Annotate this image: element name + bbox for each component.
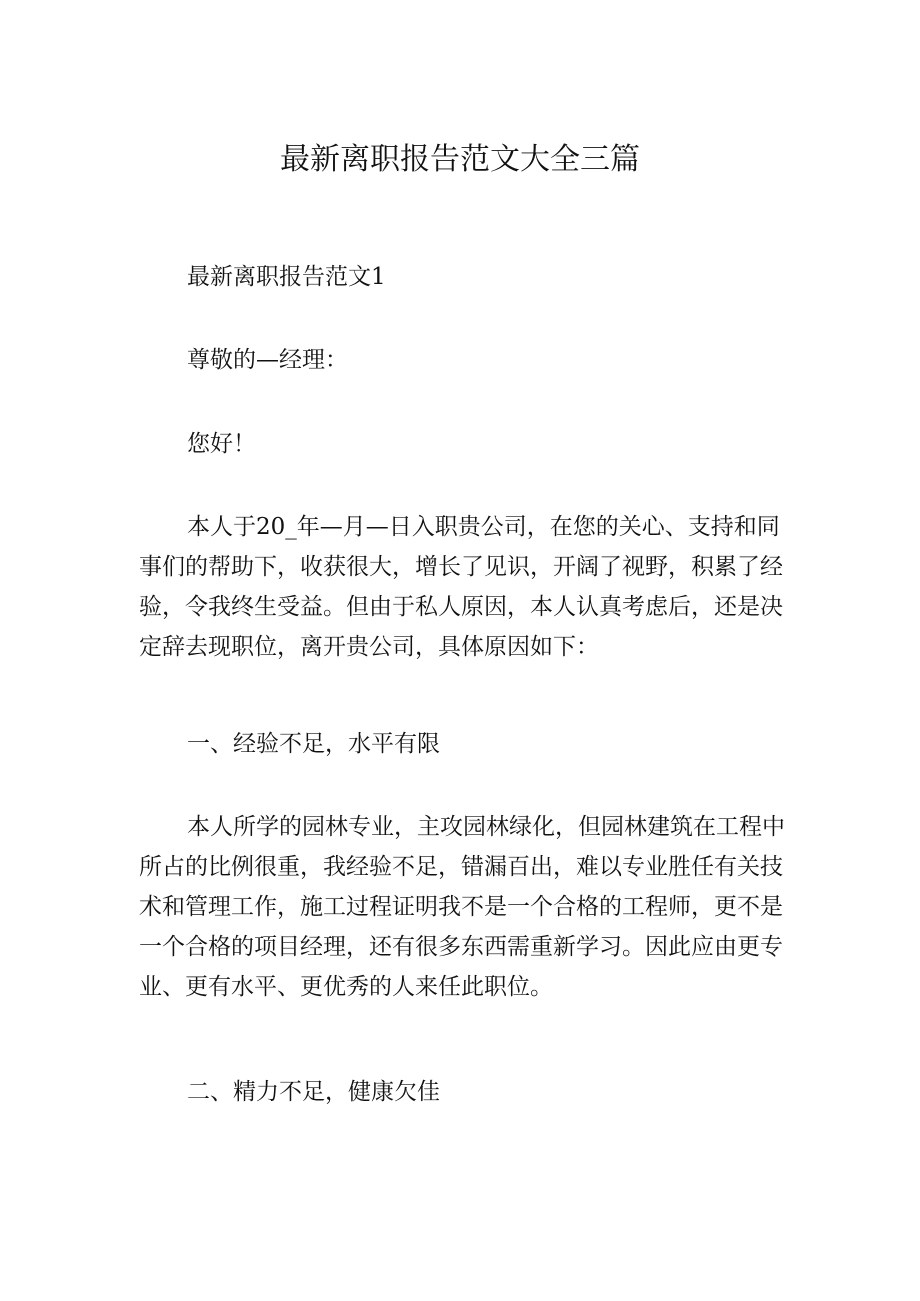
section-heading-1: 最新离职报告范文1 xyxy=(187,264,386,290)
reason-heading-1: 一、经验不足，水平有限 xyxy=(187,731,440,757)
body-paragraph-reason-1: 本人所学的园林专业，主攻园林绿化，但园林建筑在工程中所占的比例很重，我经验不足，错漏百出，难以专业胜任有关技术和管理工作，施工过程证明我不是一个合格的工程师，更不是一个合格的项目经理，还有很多东西需重新学习。因此应由更专业、更有水平、更优秀的人来任此职位。 xyxy=(139,814,785,1000)
reason-heading-2: 二、精力不足，健康欠佳 xyxy=(187,1079,440,1105)
document-title: 最新离职报告范文大全三篇 xyxy=(280,142,640,178)
salutation: 尊敬的—经理： xyxy=(187,347,348,373)
body-paragraph-intro: 本人于20_年—月—日入职贵公司，在您的关心、支持和同事们的帮助下，收获很大，增长了见识，开阔了视野，积累了经验，令我终生受益。但由于私人原因，本人认真考虑后，还是决定辞去现职位，离开贵公司，具体原因如下： xyxy=(139,514,783,660)
greeting: 您好！ xyxy=(187,431,256,457)
